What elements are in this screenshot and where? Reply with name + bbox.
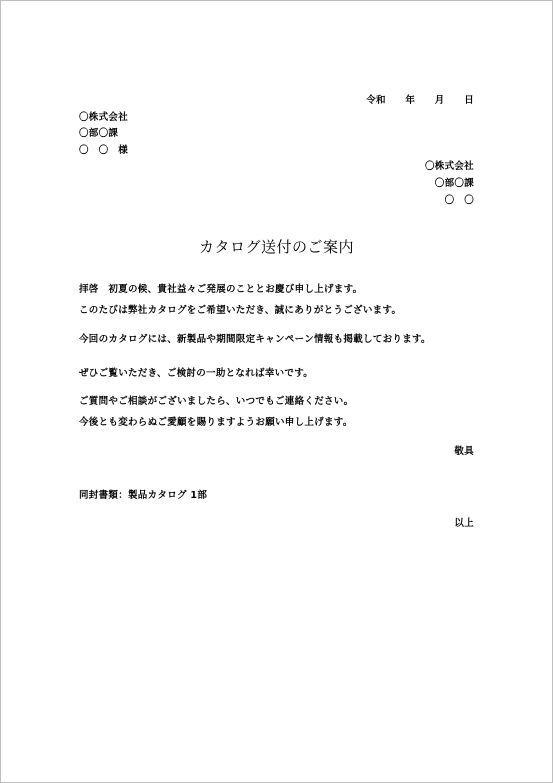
sender-name: 〇 〇 xyxy=(444,195,474,206)
body-line: ご質問やご相談がございましたら、いつでもご連絡ください。 xyxy=(79,396,354,407)
sender-department: 〇部〇課 xyxy=(434,178,474,189)
recipient-name: 〇 〇 様 xyxy=(79,145,129,156)
body-line: 今回のカタログには、新製品や期間限定キャンペーン情報も掲載しております。 xyxy=(79,334,431,345)
letter-title: カタログ送付のご案内 xyxy=(198,238,354,256)
closing-keigu: 敬具 xyxy=(454,446,474,457)
end-mark: 以上 xyxy=(454,518,474,529)
recipient-company: 〇株式会社 xyxy=(79,112,129,123)
body-line: このたびは弊社カタログをご希望いただき、誠にありがとうございます。 xyxy=(79,305,402,316)
sender-company: 〇株式会社 xyxy=(424,161,474,172)
body-line: ぜひご覧いただき、ご検討の一助となれば幸いです。 xyxy=(79,368,314,379)
body-line: 今後とも変わらぬご愛顧を賜りますようお願い申し上げます。 xyxy=(79,417,353,428)
recipient-department: 〇部〇課 xyxy=(79,128,119,139)
date-line: 令和 年 月 日 xyxy=(366,95,474,106)
body-line: 拝啓 初夏の候、貴社益々ご発展のこととお慶び申し上げます。 xyxy=(79,284,363,295)
enclosure-note: 同封書類：製品カタログ 1部 xyxy=(79,490,208,501)
